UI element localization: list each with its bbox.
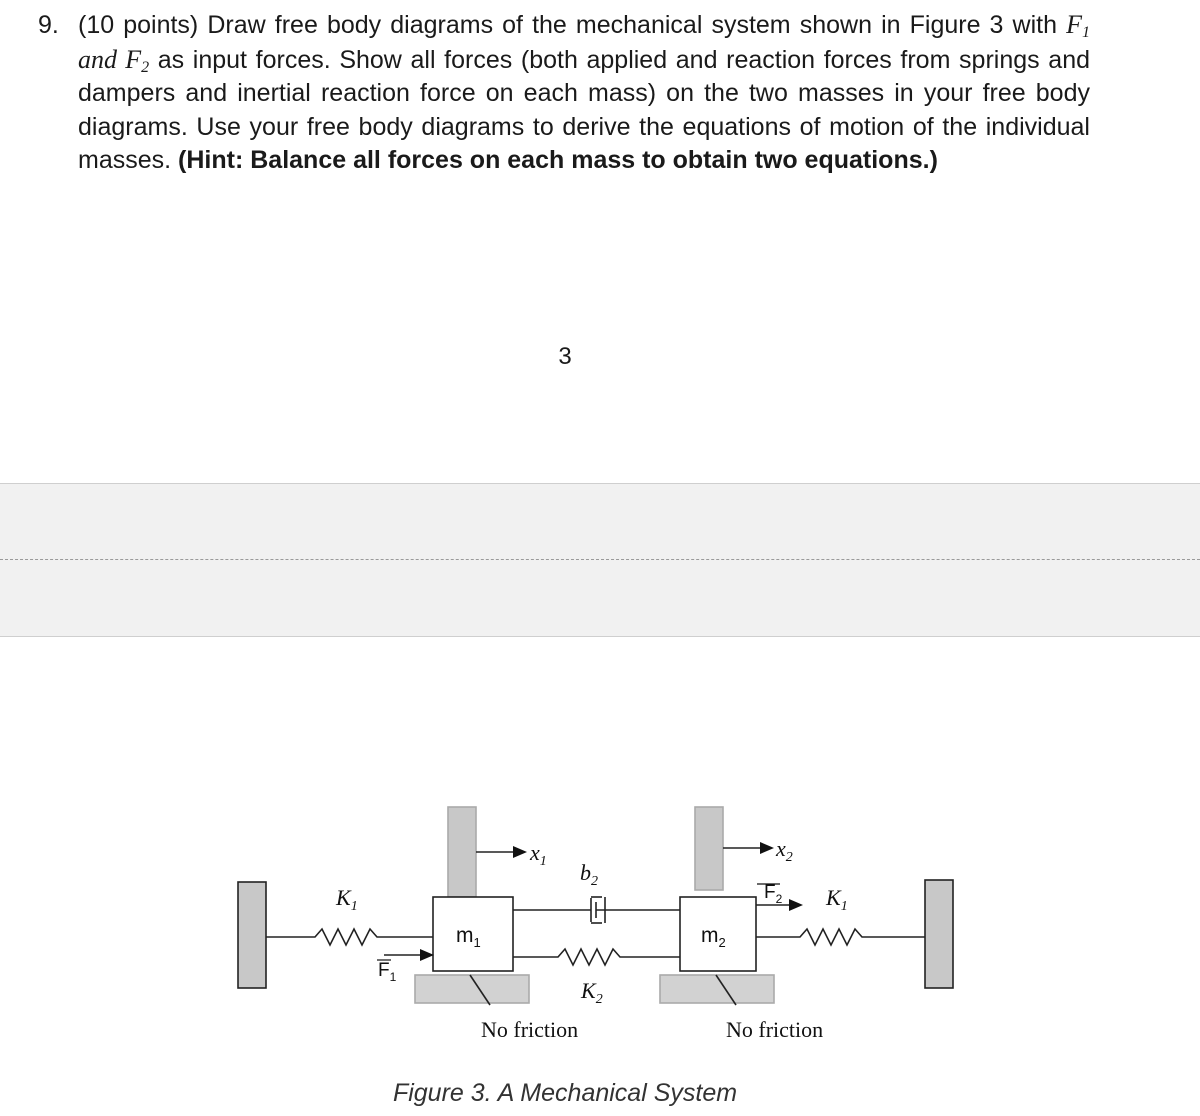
figure-caption: Figure 3. A Mechanical System	[392, 1079, 738, 1107]
left-wall	[238, 882, 266, 988]
ground-2	[660, 975, 774, 1003]
label-f2: $F_2$	[764, 882, 783, 906]
page-break	[0, 483, 1200, 637]
hint-text: (Hint: Balance all forces on each mass to obtain two equations.)	[178, 146, 938, 175]
spring-k2	[513, 949, 680, 965]
ref-bar-2	[695, 807, 723, 890]
question-text-b: as input forces. Show all forces (both applied and reaction forces from springs and dampers and inertial reaction force on each mass) on the two masses in your free body diagrams. Use your free body diagrams to derive the equations of motion of the individual masses.	[78, 45, 1091, 175]
label-no-friction-1: No friction	[481, 1017, 579, 1042]
label-k1-left: $K_1$	[336, 885, 358, 914]
f1-arrowhead	[420, 949, 434, 961]
f1-symbol: $F_1$ and $F_2$	[78, 10, 1090, 76]
page-number: 3	[558, 343, 572, 370]
question-number: 9.	[38, 11, 59, 39]
question-text-a: Draw free body diagrams of the mechanical system shown in Figure 3 with	[207, 11, 1058, 39]
label-m2: $m_2$	[701, 924, 726, 950]
label-k1-right: $K_1$	[826, 885, 848, 914]
mechanical-system-figure	[0, 780, 1200, 1080]
question-text	[78, 8, 1090, 178]
x2-arrowhead	[760, 842, 774, 854]
spring-k1-right	[756, 929, 925, 945]
label-no-friction-2: No friction	[726, 1017, 824, 1042]
points-label: (10 points)	[78, 11, 199, 39]
label-m1: $m_1$	[456, 924, 481, 950]
spring-k1-left	[266, 929, 433, 945]
label-x2: $x_2$	[776, 836, 793, 865]
label-k2: $K_2$	[581, 978, 603, 1007]
right-wall	[925, 880, 953, 988]
label-b2: $b_2$	[580, 860, 598, 889]
ref-bar-1	[448, 807, 476, 897]
label-x1: $x_1$	[530, 840, 547, 869]
x1-arrowhead	[513, 846, 527, 858]
label-f1: $F_1$	[378, 960, 397, 984]
f2-arrowhead	[789, 899, 803, 911]
